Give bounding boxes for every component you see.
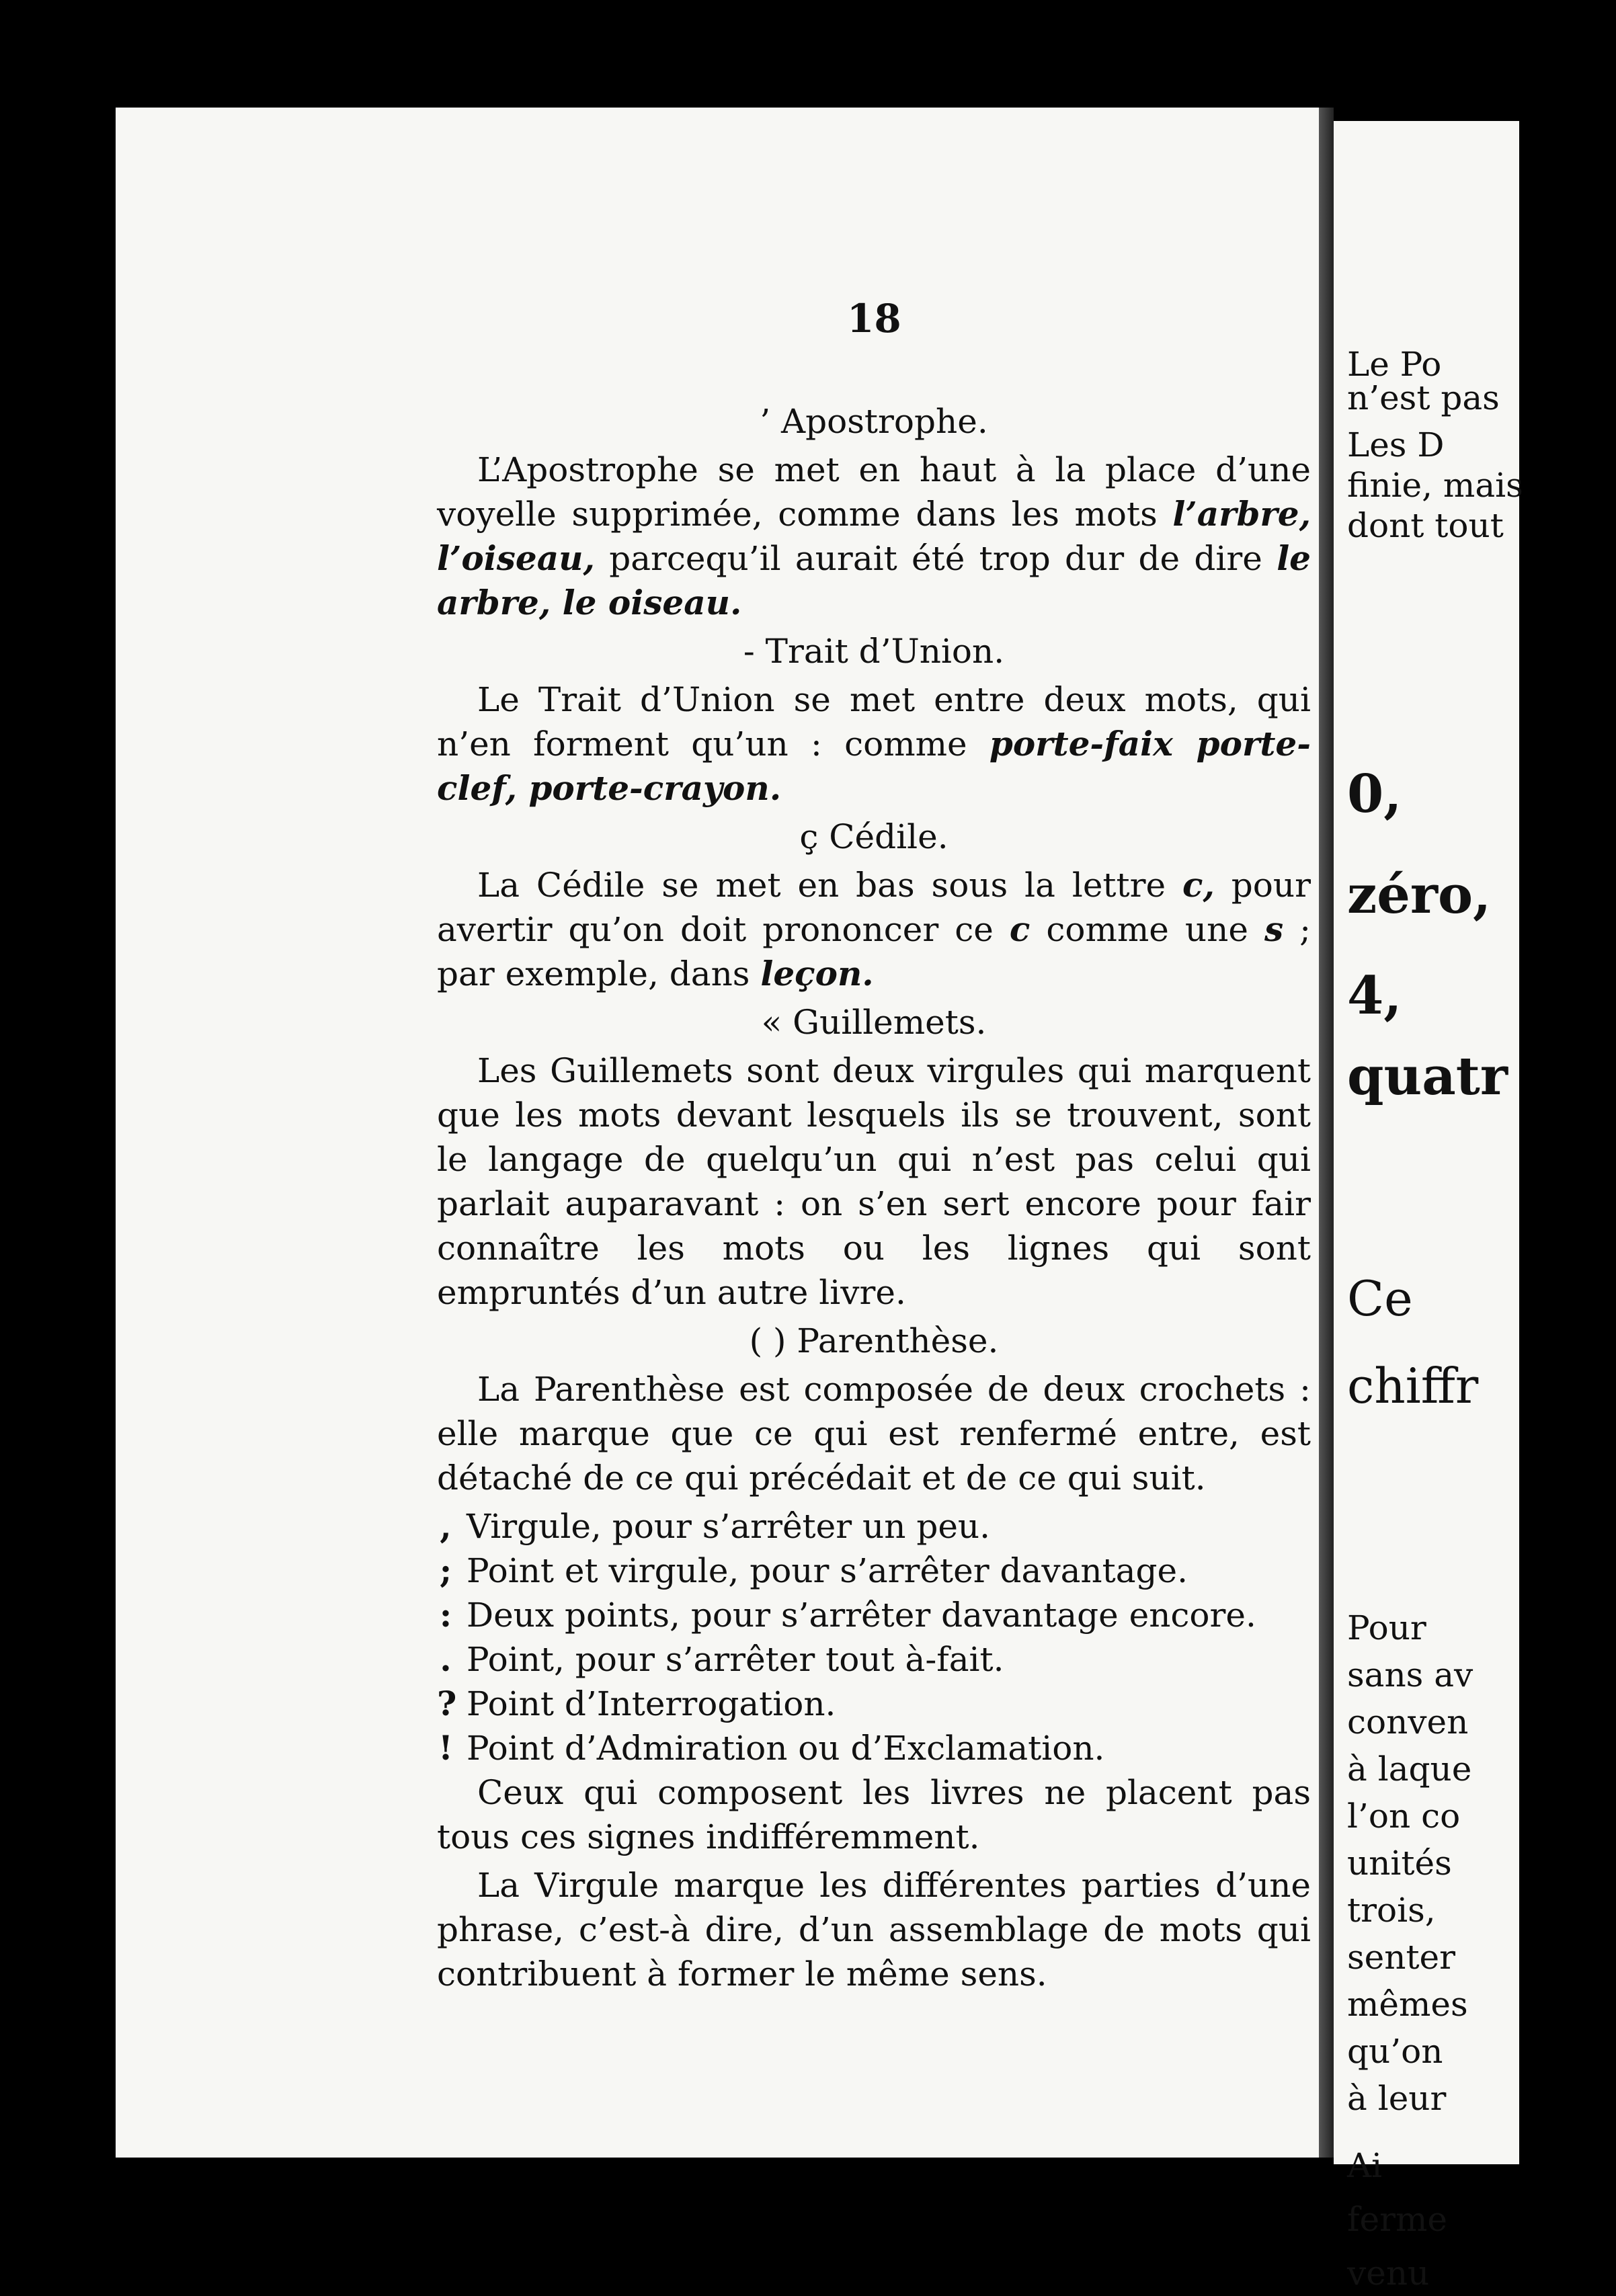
punctuation-sign-row	[437, 1637, 1311, 1682]
punctuation-sign-row	[437, 1504, 1311, 1549]
paragraph-text: comme une	[1030, 910, 1264, 949]
right-page-fragment: 0,	[1347, 764, 1402, 825]
section-heading: « Guillemets.	[761, 1003, 987, 1042]
section-heading: ’ Apostrophe.	[760, 402, 988, 441]
sign-description: Point, pour s’arrêter tout à-fait.	[467, 1640, 1004, 1679]
right-page-fragment: l’on co	[1347, 1797, 1461, 1836]
right-page-fragment: dont tout	[1347, 506, 1504, 545]
paragraph-text: Le Trait d’Union se met entre deux mots, qui n’en forment qu’un : comme	[437, 680, 1311, 764]
sign-symbol: ;	[439, 1551, 452, 1590]
right-page	[1334, 121, 1523, 2293]
right-page-fragment: 4,	[1347, 965, 1402, 1026]
right-page-fragment: à laque	[1347, 1750, 1472, 1789]
right-page-fragment: n’est pas	[1347, 378, 1500, 417]
section-paragraph	[437, 448, 1311, 625]
paragraph-text: pour avertir qu’on doit prononcer ce	[437, 866, 1311, 949]
right-page-fragment: Les D	[1347, 425, 1445, 464]
paragraph-text: La Cédile se met en bas sous la lettre	[477, 866, 1182, 905]
sign-description: Point d’Admiration ou d’Exclamation.	[467, 1729, 1105, 1768]
sign-description: Point et virgule, pour s’arrêter davantage.	[467, 1551, 1188, 1590]
sign-symbol: ?	[437, 1684, 457, 1723]
right-page-fragment: zéro,	[1347, 864, 1492, 926]
right-page-fragment: trois,	[1347, 1891, 1436, 1930]
punctuation-sign-row	[437, 1549, 1311, 1593]
punctuation-sign-row	[437, 1682, 1311, 1726]
italic-term: l’arbre, l’oiseau,	[437, 494, 1311, 578]
sign-symbol: !	[438, 1728, 453, 1768]
sign-symbol: ,	[440, 1506, 452, 1546]
italic-term: porte-faix porte-clef, porte-crayon.	[437, 724, 1311, 808]
section-paragraph	[437, 678, 1311, 811]
sign-symbol: .	[440, 1639, 452, 1679]
right-page-fragment: Le Po	[1347, 345, 1442, 384]
paragraph-text: parcequ’il aurait été trop dur de dire	[594, 539, 1277, 578]
right-page-fragment: finie, mais	[1347, 466, 1523, 505]
right-page-fragment: mêmes	[1347, 1985, 1468, 2024]
sign-description: Deux points, pour s’arrêter davantage encore.	[467, 1596, 1256, 1635]
right-page-fragment: conven	[1347, 1703, 1469, 1741]
paragraph-text: Les Guillemets sont deux virgules qui marquent que les mots devant lesquels ils se trouvent, sont le langage de quelqu’un qui n’est pas celui qui parlait auparavant : on s’en sert encore pour fair connaître les mots ou les lignes qui sont empruntés d’un autre livre.	[437, 1051, 1311, 1312]
book-gutter	[1319, 108, 1334, 2158]
right-page-fragment: Ai	[1347, 2146, 1383, 2185]
closing-paragraph: Ceux qui composent les livres ne placent pas tous ces signes indifféremment.	[437, 1773, 1311, 1856]
sign-symbol: :	[439, 1595, 452, 1635]
right-page-fragment: ferme	[1347, 2200, 1447, 2239]
right-page-fragment: Pour	[1347, 1608, 1426, 1647]
sign-description: Point d’Interrogation.	[467, 1684, 836, 1723]
section-heading: - Trait d’Union.	[743, 632, 1005, 671]
right-page-fragment: à leur	[1347, 2079, 1447, 2118]
paragraph-text: L’Apostrophe se met en haut à la place d’une voyelle supprimée, comme dans les mots	[437, 450, 1311, 534]
section-paragraph	[437, 1049, 1311, 1315]
right-page-fragment: quatr	[1347, 1046, 1508, 1107]
italic-term: le arbre, le oiseau.	[437, 538, 1311, 622]
sign-description: Virgule, pour s’arrêter un peu.	[467, 1507, 991, 1546]
right-page-fragment: sans av	[1347, 1655, 1473, 1694]
punctuation-sign-row	[437, 1593, 1311, 1637]
right-page-fragment: venu	[1347, 2254, 1430, 2293]
section-heading: ç Cédile.	[799, 817, 948, 856]
section-paragraph	[437, 863, 1311, 996]
paragraph-text: La Parenthèse est composée de deux crochets : elle marque que ce qui est renfermé entre, est détaché de ce qui précédait et de ce qui suit.	[437, 1370, 1311, 1498]
closing-paragraph: La Virgule marque les différentes parties d’une phrase, c’est-à dire, d’un assemblage de mots qui contribuent à former le même sens.	[437, 1866, 1311, 1994]
italic-term: s	[1264, 909, 1284, 949]
right-page-fragment: senter	[1347, 1938, 1456, 1977]
italic-term: c	[1009, 909, 1031, 949]
section-paragraph	[437, 1367, 1311, 1500]
section-heading: ( ) Parenthèse.	[749, 1321, 999, 1360]
left-page-text	[437, 397, 1311, 2000]
punctuation-sign-row	[437, 1726, 1311, 1770]
paragraph-text: ; par exemple, dans	[437, 910, 1311, 993]
page-number: 18	[847, 296, 901, 341]
right-page-fragment: Ce	[1347, 1270, 1413, 1327]
right-page-fragment: unités	[1347, 1844, 1452, 1883]
italic-term: leçon.	[760, 954, 874, 993]
right-page-fragment: chiffr	[1347, 1358, 1479, 1414]
right-page-fragment: qu’on	[1347, 2032, 1443, 2071]
italic-term: c,	[1182, 865, 1215, 905]
